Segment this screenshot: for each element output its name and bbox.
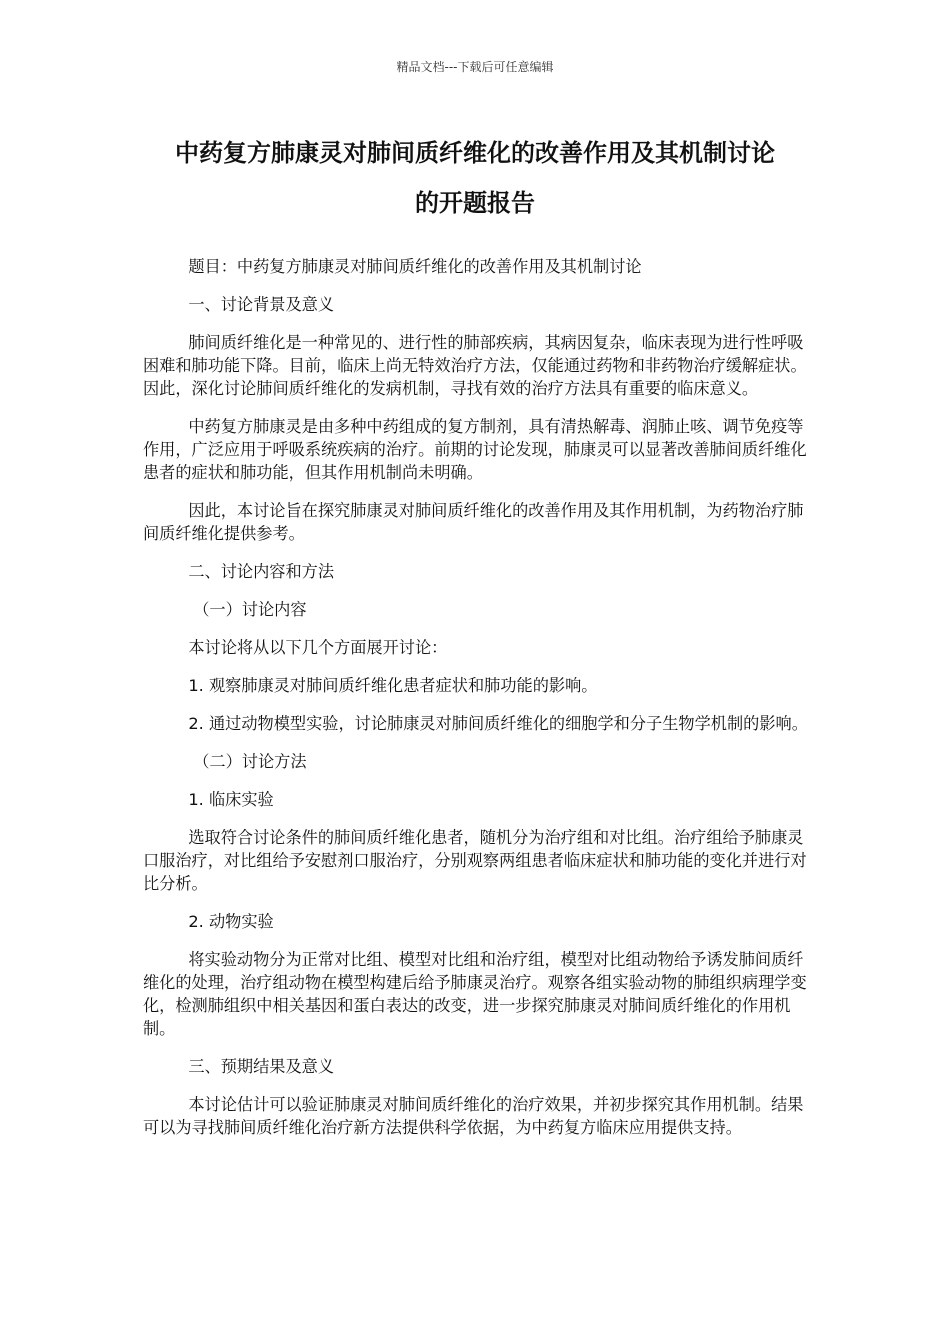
document-body [143,255,808,1154]
title-line-2: 的开题报告 [415,189,535,217]
subsection-heading-methods: （二）讨论方法 [193,752,307,771]
page-header-note: 精品文档---下载后可任意编辑 [396,60,554,74]
section-heading-expected: 三、预期结果及意义 [188,1057,335,1076]
section-heading-content-methods: 二、讨论内容和方法 [188,562,335,581]
subsection-heading-content: （一）讨论内容 [193,600,307,619]
section-heading-background: 一、讨论背景及意义 [188,295,335,314]
title-line-1: 中药复方肺康灵对肺间质纤维化的改善作用及其机制讨论 [175,139,775,167]
paragraph-feikangling: 中药复方肺康灵是由多种中药组成的复方制剂，具有清热解毒、润肺止咳、调节免疫等作用，广泛应用于呼吸系统疾病的治疗。前期的讨论发现，肺康灵可以显著改善肺间质纤维化患者的症状和肺功能，但其作用机制尚未明确。 [143,417,807,482]
paragraph-aim: 因此，本讨论旨在探究肺康灵对肺间质纤维化的改善作用及其作用机制，为药物治疗肺间质纤维化提供参考。 [143,501,804,543]
method-heading-animal: 2. 动物实验 [188,912,274,931]
paragraph-background: 肺间质纤维化是一种常见的、进行性的肺部疾病，其病因复杂，临床表现为进行性呼吸困难和肺功能下降。目前，临床上尚无特效治疗方法，仅能通过药物和非药物治疗缓解症状。因此，深化讨论肺间质纤维化的发病机制，寻找有效的治疗方法具有重要的临床意义。 [143,333,807,398]
content-item-2: 2. 通过动物模型实验，讨论肺康灵对肺间质纤维化的细胞学和分子生物学机制的影响。 [188,714,808,733]
paragraph-animal: 将实验动物分为正常对比组、模型对比组和治疗组，模型对比组动物给予诱发肺间质纤维化的处理，治疗组动物在模型构建后给予肺康灵治疗。观察各组实验动物的肺组织病理学变化，检测肺组织中相关基因和蛋白表达的改变，进一步探究肺康灵对肺间质纤维化的作用机制。 [143,950,807,1038]
paragraph-content-intro: 本讨论将从以下几个方面展开讨论： [188,638,448,657]
content-item-1: 1. 观察肺康灵对肺间质纤维化患者症状和肺功能的影响。 [188,676,598,695]
paragraph-expected: 本讨论估计可以验证肺康灵对肺间质纤维化的治疗效果，并初步探究其作用机制。结果可以为寻找肺间质纤维化治疗新方法提供科学依据，为中药复方临床应用提供支持。 [143,1095,804,1137]
document-title [140,128,810,228]
method-heading-clinical: 1. 临床实验 [188,790,274,809]
subject-line: 题目：中药复方肺康灵对肺间质纤维化的改善作用及其机制讨论 [188,257,642,276]
paragraph-clinical: 选取符合讨论条件的肺间质纤维化患者，随机分为治疗组和对比组。治疗组给予肺康灵口服治疗，对比组给予安慰剂口服治疗，分别观察两组患者临床症状和肺功能的变化并进行对比分析。 [143,828,807,893]
